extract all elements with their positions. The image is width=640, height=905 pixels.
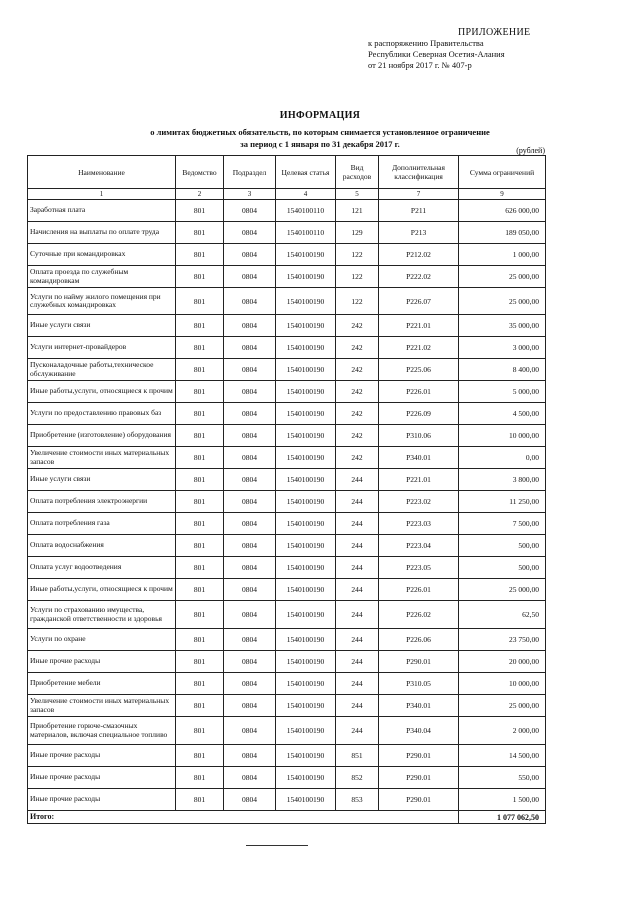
table-cell: Увеличение стоимости иных материальных запасов bbox=[28, 447, 176, 469]
table-cell: 0804 bbox=[224, 266, 276, 288]
table-cell: Начисления на выплаты по оплате труда bbox=[28, 222, 176, 244]
table-cell: Иные прочие расходы bbox=[28, 789, 176, 811]
table-cell: 801 bbox=[176, 535, 224, 557]
table-cell: Увеличение стоимости иных материальных запасов bbox=[28, 695, 176, 717]
table-cell: 0804 bbox=[224, 695, 276, 717]
table-cell: 0804 bbox=[224, 717, 276, 745]
table-cell: 853 bbox=[336, 789, 379, 811]
table-cell: 1540100190 bbox=[276, 717, 336, 745]
table-cell: 1540100190 bbox=[276, 359, 336, 381]
table-cell: 1540100190 bbox=[276, 381, 336, 403]
table-cell: Пусконаладочные работы,техническое обслуживание bbox=[28, 359, 176, 381]
table-cell: Р221.01 bbox=[379, 469, 459, 491]
table-cell: 189 050,00 bbox=[459, 222, 546, 244]
table-row bbox=[28, 513, 546, 535]
table-cell: 0804 bbox=[224, 381, 276, 403]
table-cell: 801 bbox=[176, 789, 224, 811]
table-row bbox=[28, 315, 546, 337]
table-cell: 1540100190 bbox=[276, 651, 336, 673]
table-cell: Иные прочие расходы bbox=[28, 767, 176, 789]
table-cell: 10 000,00 bbox=[459, 673, 546, 695]
table-cell: Р223.05 bbox=[379, 557, 459, 579]
table-cell: 0804 bbox=[224, 557, 276, 579]
table-cell: 1540100190 bbox=[276, 425, 336, 447]
table-cell: Иные прочие расходы bbox=[28, 651, 176, 673]
table-cell: Р221.01 bbox=[379, 315, 459, 337]
table-row bbox=[28, 673, 546, 695]
units-label: (рублей) bbox=[516, 146, 545, 155]
column-number: 2 bbox=[176, 189, 224, 200]
table-cell: Р225.06 bbox=[379, 359, 459, 381]
column-number: 7 bbox=[379, 189, 459, 200]
table-cell: 3 800,00 bbox=[459, 469, 546, 491]
appendix-line-2: Республики Северная Осетия-Алания bbox=[368, 49, 505, 59]
table-cell: 0804 bbox=[224, 491, 276, 513]
total-row bbox=[28, 811, 546, 824]
table-cell: Приобретение (изготовление) оборудования bbox=[28, 425, 176, 447]
table-cell: 1 000,00 bbox=[459, 244, 546, 266]
table-cell: 0804 bbox=[224, 513, 276, 535]
table-cell: Р226.02 bbox=[379, 601, 459, 629]
table-cell: Услуги по предоставлению правовых баз bbox=[28, 403, 176, 425]
table-cell: 0804 bbox=[224, 469, 276, 491]
table-cell: Р226.06 bbox=[379, 629, 459, 651]
table-row bbox=[28, 469, 546, 491]
table-cell: 1540100190 bbox=[276, 513, 336, 535]
table-cell: Заработная плата bbox=[28, 200, 176, 222]
table-cell: Р226.01 bbox=[379, 579, 459, 601]
table-cell: 0804 bbox=[224, 535, 276, 557]
table-cell: Р340.04 bbox=[379, 717, 459, 745]
table-cell: Иные прочие расходы bbox=[28, 745, 176, 767]
table-cell: Оплата водоснабжения bbox=[28, 535, 176, 557]
table-cell: Р221.02 bbox=[379, 337, 459, 359]
table-row bbox=[28, 491, 546, 513]
table-cell: 1540100190 bbox=[276, 447, 336, 469]
table-cell: 14 500,00 bbox=[459, 745, 546, 767]
table-row bbox=[28, 767, 546, 789]
table-cell: Р226.01 bbox=[379, 381, 459, 403]
table-cell: 242 bbox=[336, 403, 379, 425]
table-cell: 801 bbox=[176, 425, 224, 447]
table-cell: 25 000,00 bbox=[459, 579, 546, 601]
column-number: 5 bbox=[336, 189, 379, 200]
table-cell: 801 bbox=[176, 767, 224, 789]
table-cell: 244 bbox=[336, 695, 379, 717]
table-cell: 129 bbox=[336, 222, 379, 244]
table-cell: 244 bbox=[336, 651, 379, 673]
table-cell: 0804 bbox=[224, 425, 276, 447]
table-cell: 801 bbox=[176, 381, 224, 403]
document-period: за период с 1 января по 31 декабря 2017 г. bbox=[240, 139, 400, 149]
table-cell: Р226.07 bbox=[379, 288, 459, 315]
table-cell: Оплата потребления газа bbox=[28, 513, 176, 535]
table-cell: 626 000,00 bbox=[459, 200, 546, 222]
total-label: Итого: bbox=[28, 811, 459, 824]
document-title: ИНФОРМАЦИЯ bbox=[279, 110, 361, 121]
table-cell: 0804 bbox=[224, 200, 276, 222]
col-header-expense-type: Вид расходов bbox=[336, 156, 379, 189]
table-row bbox=[28, 200, 546, 222]
table-cell: 1540100190 bbox=[276, 315, 336, 337]
table-cell: Р212.02 bbox=[379, 244, 459, 266]
table-cell: Р310.05 bbox=[379, 673, 459, 695]
table-row bbox=[28, 288, 546, 315]
table-cell: 0804 bbox=[224, 403, 276, 425]
table-cell: 1540100110 bbox=[276, 222, 336, 244]
table-cell: 801 bbox=[176, 601, 224, 629]
col-header-amount: Сумма ограничений bbox=[459, 156, 546, 189]
table-cell: 1540100190 bbox=[276, 557, 336, 579]
footer-divider bbox=[246, 845, 308, 846]
table-cell: Услуги по найму жилого помещения при служебных командировках bbox=[28, 288, 176, 315]
table-cell: 4 500,00 bbox=[459, 403, 546, 425]
table-row bbox=[28, 359, 546, 381]
table-cell: 2 000,00 bbox=[459, 717, 546, 745]
table-cell: Р226.09 bbox=[379, 403, 459, 425]
table-cell: 1540100190 bbox=[276, 266, 336, 288]
table-row bbox=[28, 579, 546, 601]
table-row bbox=[28, 557, 546, 579]
table-cell: Приобретение мебели bbox=[28, 673, 176, 695]
table-cell: 851 bbox=[336, 745, 379, 767]
table-cell: 1540100190 bbox=[276, 403, 336, 425]
table-cell: 801 bbox=[176, 288, 224, 315]
table-cell: 500,00 bbox=[459, 535, 546, 557]
table-cell: 244 bbox=[336, 673, 379, 695]
col-header-department: Ведомство bbox=[176, 156, 224, 189]
table-cell: Суточные при командировках bbox=[28, 244, 176, 266]
appendix-line-3: от 21 ноября 2017 г. № 407-р bbox=[368, 60, 472, 70]
table-cell: 1540100190 bbox=[276, 601, 336, 629]
column-number: 1 bbox=[28, 189, 176, 200]
table-cell: 1540100190 bbox=[276, 789, 336, 811]
table-cell: 1540100190 bbox=[276, 745, 336, 767]
table-cell: 0804 bbox=[224, 244, 276, 266]
table-cell: 801 bbox=[176, 579, 224, 601]
table-cell: 242 bbox=[336, 381, 379, 403]
table-cell: Р290.01 bbox=[379, 651, 459, 673]
table-cell: 10 000,00 bbox=[459, 425, 546, 447]
table-cell: 5 000,00 bbox=[459, 381, 546, 403]
table-cell: 242 bbox=[336, 447, 379, 469]
table-cell: 25 000,00 bbox=[459, 288, 546, 315]
col-header-extra-class: Дополнительная классификация bbox=[379, 156, 459, 189]
table-cell: 801 bbox=[176, 266, 224, 288]
table-cell: Р222.02 bbox=[379, 266, 459, 288]
table-row bbox=[28, 403, 546, 425]
table-cell: Оплата потребления электроэнергии bbox=[28, 491, 176, 513]
table-cell: 11 250,00 bbox=[459, 491, 546, 513]
table-cell: 801 bbox=[176, 491, 224, 513]
col-header-target-item: Целевая статья bbox=[276, 156, 336, 189]
limits-table bbox=[27, 155, 546, 824]
table-row bbox=[28, 447, 546, 469]
table-cell: 852 bbox=[336, 767, 379, 789]
table-cell: 0804 bbox=[224, 288, 276, 315]
table-row bbox=[28, 745, 546, 767]
table-cell: 0804 bbox=[224, 337, 276, 359]
table-cell: 1540100190 bbox=[276, 767, 336, 789]
table-cell: Оплата проезда по служебным командировкам bbox=[28, 266, 176, 288]
table-cell: 1 500,00 bbox=[459, 789, 546, 811]
table-cell: 801 bbox=[176, 557, 224, 579]
table-cell: Р340.01 bbox=[379, 447, 459, 469]
table-cell: Р290.01 bbox=[379, 767, 459, 789]
table-row bbox=[28, 381, 546, 403]
table-header-row bbox=[28, 156, 546, 189]
table-cell: 801 bbox=[176, 717, 224, 745]
table-cell: 1540100110 bbox=[276, 200, 336, 222]
table-cell: 244 bbox=[336, 513, 379, 535]
table-cell: 35 000,00 bbox=[459, 315, 546, 337]
table-cell: Услуги по охране bbox=[28, 629, 176, 651]
table-cell: 801 bbox=[176, 513, 224, 535]
table-cell: 1540100190 bbox=[276, 695, 336, 717]
table-cell: 801 bbox=[176, 200, 224, 222]
table-cell: 1540100190 bbox=[276, 673, 336, 695]
table-cell: 801 bbox=[176, 469, 224, 491]
table-body bbox=[28, 200, 546, 811]
table-cell: Иные услуги связи bbox=[28, 469, 176, 491]
table-cell: 801 bbox=[176, 337, 224, 359]
table-cell: 244 bbox=[336, 469, 379, 491]
table-row bbox=[28, 337, 546, 359]
document-title-block bbox=[0, 110, 640, 149]
appendix-block bbox=[368, 27, 608, 71]
table-cell: 0,00 bbox=[459, 447, 546, 469]
table-cell: 242 bbox=[336, 337, 379, 359]
document-subtitle: о лимитах бюджетных обязательств, по которым снимается установленное ограничение bbox=[150, 127, 490, 137]
table-cell: 0804 bbox=[224, 651, 276, 673]
table-cell: 550,00 bbox=[459, 767, 546, 789]
table-cell: 801 bbox=[176, 651, 224, 673]
table-row bbox=[28, 695, 546, 717]
table-cell: Р223.03 bbox=[379, 513, 459, 535]
table-cell: 7 500,00 bbox=[459, 513, 546, 535]
table-cell: 801 bbox=[176, 222, 224, 244]
table-cell: 244 bbox=[336, 717, 379, 745]
table-cell: 0804 bbox=[224, 629, 276, 651]
table-cell: 801 bbox=[176, 447, 224, 469]
column-number: 9 bbox=[459, 189, 546, 200]
col-header-subsection: Подраздел bbox=[224, 156, 276, 189]
table-cell: 1540100190 bbox=[276, 491, 336, 513]
table-cell: Р211 bbox=[379, 200, 459, 222]
table-cell: 801 bbox=[176, 403, 224, 425]
column-number: 3 bbox=[224, 189, 276, 200]
table-cell: 0804 bbox=[224, 673, 276, 695]
table-cell: 244 bbox=[336, 629, 379, 651]
table-cell: Иные услуги связи bbox=[28, 315, 176, 337]
table-cell: Р213 bbox=[379, 222, 459, 244]
table-cell: Р310.06 bbox=[379, 425, 459, 447]
table-cell: Р290.01 bbox=[379, 745, 459, 767]
table-cell: 0804 bbox=[224, 359, 276, 381]
table-cell: 0804 bbox=[224, 315, 276, 337]
table-cell: 244 bbox=[336, 601, 379, 629]
appendix-heading: ПРИЛОЖЕНИЕ bbox=[458, 27, 531, 38]
table-cell: 500,00 bbox=[459, 557, 546, 579]
col-header-name: Наименование bbox=[28, 156, 176, 189]
table-cell: 0804 bbox=[224, 789, 276, 811]
table-cell: 1540100190 bbox=[276, 535, 336, 557]
table-cell: Иные работы,услуги, относящиеся к прочим bbox=[28, 381, 176, 403]
table-cell: 244 bbox=[336, 557, 379, 579]
table-row bbox=[28, 425, 546, 447]
table-cell: 244 bbox=[336, 491, 379, 513]
total-value: 1 077 062,50 bbox=[459, 811, 546, 824]
table-cell: 244 bbox=[336, 579, 379, 601]
table-cell: 801 bbox=[176, 745, 224, 767]
column-number-row bbox=[28, 189, 546, 200]
table-cell: 801 bbox=[176, 315, 224, 337]
table-cell: 122 bbox=[336, 288, 379, 315]
table-cell: 0804 bbox=[224, 447, 276, 469]
table-row bbox=[28, 629, 546, 651]
table-row bbox=[28, 244, 546, 266]
table-cell: 801 bbox=[176, 695, 224, 717]
table-cell: Приобретение горюче-смазочных материалов, включая специальное топливо bbox=[28, 717, 176, 745]
table-cell: 122 bbox=[336, 244, 379, 266]
table-cell: 801 bbox=[176, 244, 224, 266]
table-cell: 0804 bbox=[224, 601, 276, 629]
table-cell: 0804 bbox=[224, 222, 276, 244]
table-cell: 62,50 bbox=[459, 601, 546, 629]
table-cell: 0804 bbox=[224, 745, 276, 767]
table-cell: Услуги по страхованию имущества, гражданской ответственности и здоровья bbox=[28, 601, 176, 629]
table-cell: 1540100190 bbox=[276, 244, 336, 266]
table-cell: 20 000,00 bbox=[459, 651, 546, 673]
table-row bbox=[28, 651, 546, 673]
table-cell: 1540100190 bbox=[276, 288, 336, 315]
table-row bbox=[28, 601, 546, 629]
table-cell: 1540100190 bbox=[276, 579, 336, 601]
table-cell: 1540100190 bbox=[276, 469, 336, 491]
table-cell: 1540100190 bbox=[276, 629, 336, 651]
table-cell: 244 bbox=[336, 535, 379, 557]
table-row bbox=[28, 222, 546, 244]
table-row bbox=[28, 789, 546, 811]
table-cell: 122 bbox=[336, 266, 379, 288]
table-cell: 242 bbox=[336, 359, 379, 381]
table-cell: 0804 bbox=[224, 767, 276, 789]
table-cell: 0804 bbox=[224, 579, 276, 601]
table-cell: 801 bbox=[176, 673, 224, 695]
table-cell: Оплата услуг водоотведения bbox=[28, 557, 176, 579]
table-cell: 801 bbox=[176, 629, 224, 651]
table-cell: 3 000,00 bbox=[459, 337, 546, 359]
table-cell: 242 bbox=[336, 425, 379, 447]
table-cell: Р340.01 bbox=[379, 695, 459, 717]
table-cell: 242 bbox=[336, 315, 379, 337]
table-cell: 8 400,00 bbox=[459, 359, 546, 381]
table-cell: 121 bbox=[336, 200, 379, 222]
table-cell: Иные работы,услуги, относящиеся к прочим bbox=[28, 579, 176, 601]
column-number: 4 bbox=[276, 189, 336, 200]
table-cell: 25 000,00 bbox=[459, 695, 546, 717]
table-cell: Р223.02 bbox=[379, 491, 459, 513]
table-row bbox=[28, 266, 546, 288]
table-cell: 801 bbox=[176, 359, 224, 381]
table-cell: 25 000,00 bbox=[459, 266, 546, 288]
table-row bbox=[28, 535, 546, 557]
appendix-line-1: к распоряжению Правительства bbox=[368, 38, 484, 48]
table-cell: 23 750,00 bbox=[459, 629, 546, 651]
table-row bbox=[28, 717, 546, 745]
table-cell: 1540100190 bbox=[276, 337, 336, 359]
table-cell: Р223.04 bbox=[379, 535, 459, 557]
table-cell: Услуги интернет-провайдеров bbox=[28, 337, 176, 359]
table-cell: Р290.01 bbox=[379, 789, 459, 811]
